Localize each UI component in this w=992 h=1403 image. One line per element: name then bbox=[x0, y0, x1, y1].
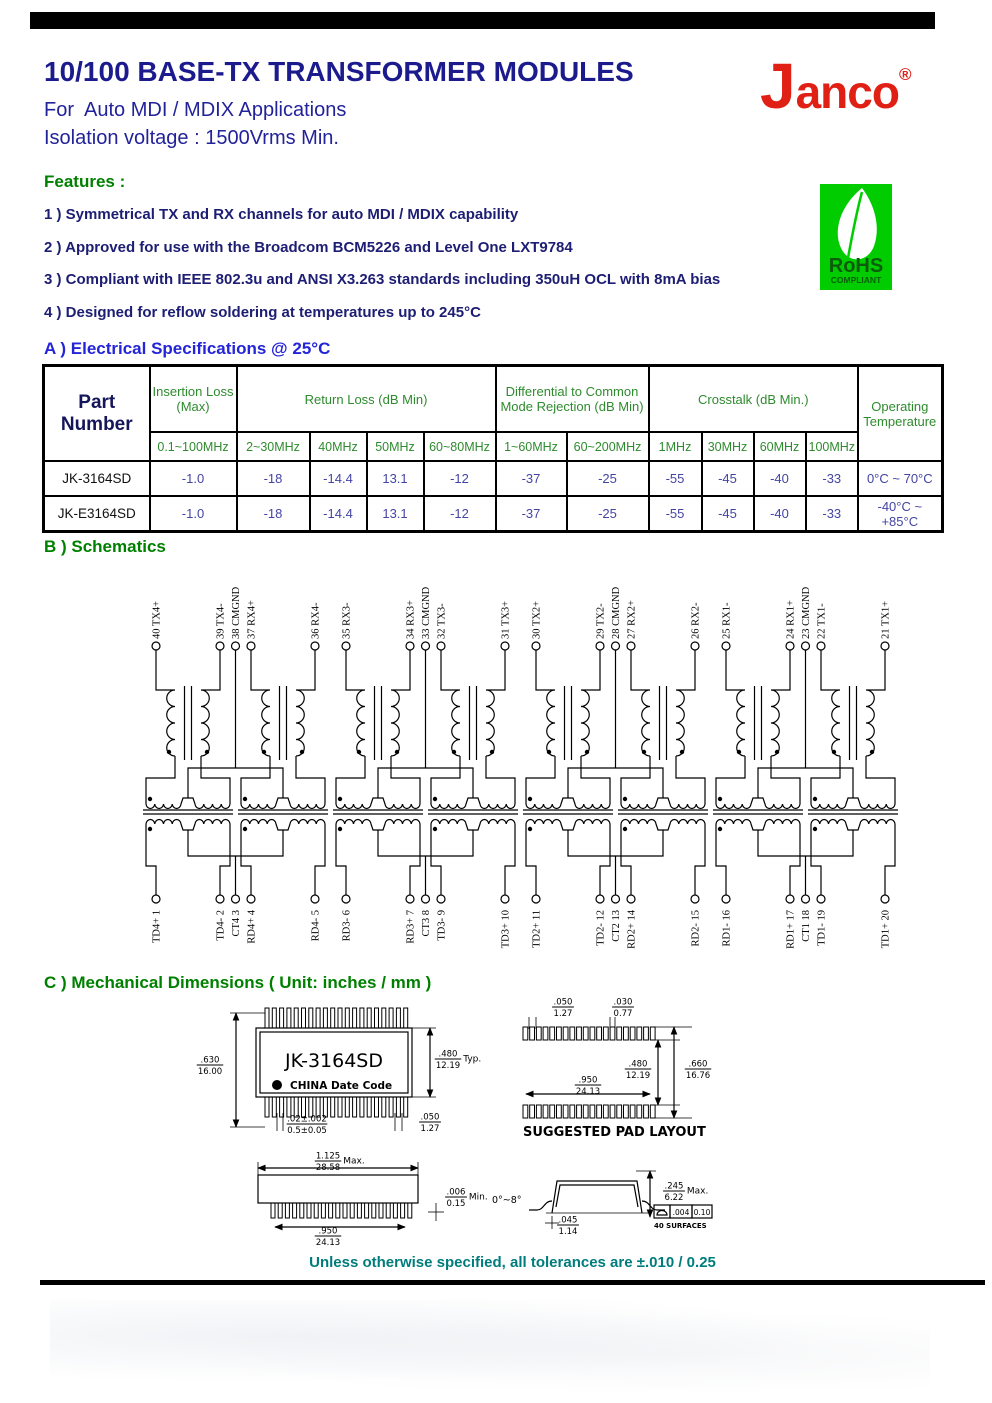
lead-angle-label: 0°~8° bbox=[492, 1195, 522, 1206]
dim-pad-width bbox=[612, 998, 634, 1020]
subcol-xt-2: 30MHz bbox=[702, 432, 754, 461]
svg-text:16.00: 16.00 bbox=[197, 1067, 223, 1077]
value-cell: -14.4 bbox=[310, 461, 367, 496]
svg-text:6.22: 6.22 bbox=[664, 1193, 684, 1203]
group-return-loss: Return Loss (dB Min) bbox=[237, 366, 496, 433]
section-b-heading: B ) Schematics bbox=[44, 537, 166, 556]
svg-text:RD1+ 17: RD1+ 17 bbox=[785, 910, 797, 949]
svg-text:31 TX3+: 31 TX3+ bbox=[500, 600, 512, 639]
svg-text:.630: .630 bbox=[200, 1055, 220, 1066]
group-cmr: Differential to Common Mode Rejection (dB Min) bbox=[496, 366, 649, 433]
svg-text:27 RX2+: 27 RX2+ bbox=[626, 600, 638, 639]
value-cell: -37 bbox=[496, 461, 567, 496]
value-cell: -55 bbox=[649, 461, 702, 496]
svg-text:TD3+ 10: TD3+ 10 bbox=[500, 910, 512, 949]
surfaces-label: 40 SURFACES bbox=[654, 1222, 707, 1230]
svg-text:.050: .050 bbox=[420, 1112, 440, 1123]
svg-text:CT3 8: CT3 8 bbox=[421, 910, 432, 937]
svg-text:RD4+ 4: RD4+ 4 bbox=[246, 910, 258, 944]
schematic-diagram bbox=[40, 558, 952, 970]
svg-text:RD3+ 7: RD3+ 7 bbox=[405, 910, 417, 944]
subcol-xt-1: 1MHz bbox=[649, 432, 702, 461]
svg-text:1.27: 1.27 bbox=[420, 1124, 440, 1134]
svg-text:TD1+ 20: TD1+ 20 bbox=[880, 910, 892, 949]
value-cell: 13.1 bbox=[367, 461, 424, 496]
feature-item-3: 3 ) Compliant with IEEE 802.3u and ANSI X3.263 standards including 350uH OCL with 8mA bias bbox=[44, 271, 721, 288]
dim-foot-length bbox=[557, 1216, 579, 1238]
svg-text:35 RX3-: 35 RX3- bbox=[341, 602, 353, 639]
schematic-drawing bbox=[143, 586, 898, 949]
svg-text:TD4+ 1: TD4+ 1 bbox=[151, 910, 163, 944]
part-number-cell: JK-3164SD bbox=[44, 461, 150, 496]
value-cell: -18 bbox=[237, 496, 310, 532]
svg-text:TD2+ 11: TD2+ 11 bbox=[531, 910, 543, 948]
svg-text:TD2- 12: TD2- 12 bbox=[595, 910, 607, 946]
pad-row-bottom bbox=[523, 1105, 655, 1118]
svg-text:24 RX1+: 24 RX1+ bbox=[785, 600, 797, 639]
svg-text:TD1- 19: TD1- 19 bbox=[816, 910, 828, 946]
subtitle-isolation: Isolation voltage : 1500Vrms Min. bbox=[44, 127, 339, 149]
svg-text:25 RX1-: 25 RX1- bbox=[721, 602, 733, 639]
value-cell: -40 bbox=[754, 496, 806, 532]
package-pins-top bbox=[265, 1008, 408, 1028]
svg-text:CT2 13: CT2 13 bbox=[611, 910, 622, 942]
feature-item-1: 1 ) Symmetrical TX and RX channels for auto MDI / MDIX capability bbox=[44, 206, 519, 223]
scan-smudge bbox=[50, 1300, 930, 1390]
svg-text:Typ.: Typ. bbox=[463, 1054, 482, 1065]
janco-logo bbox=[760, 50, 912, 122]
dim-body-height bbox=[435, 1050, 482, 1072]
value-cell: -1.0 bbox=[150, 496, 237, 532]
svg-text:.050: .050 bbox=[553, 997, 573, 1008]
svg-text:39 TX4-: 39 TX4- bbox=[215, 603, 227, 639]
package-part-label: JK-3164SD bbox=[285, 1050, 383, 1072]
svg-text:.006: .006 bbox=[446, 1187, 466, 1198]
dim-pad-span-outer bbox=[685, 1060, 712, 1082]
svg-text:37 RX4+: 37 RX4+ bbox=[246, 600, 258, 639]
section-a-heading: A ) Electrical Specifications @ 25°C bbox=[44, 339, 331, 358]
col-header-part-number: Part Number bbox=[44, 366, 150, 462]
group-crosstalk: Crosstalk (dB Min.) bbox=[649, 366, 859, 433]
dim-overall-length bbox=[315, 1152, 365, 1174]
subcol-rl-3: 50MHz bbox=[367, 432, 424, 461]
table-row bbox=[44, 461, 943, 496]
svg-text:.660: .660 bbox=[688, 1059, 708, 1070]
value-cell: -25 bbox=[567, 461, 649, 496]
pad-layout-label: SUGGESTED PAD LAYOUT bbox=[523, 1125, 706, 1140]
temp-cell: 0°C ~ 70°C bbox=[858, 461, 942, 496]
flatness-icon bbox=[657, 1211, 667, 1216]
svg-text:1.125: 1.125 bbox=[315, 1151, 341, 1162]
table-row bbox=[44, 496, 943, 532]
svg-text:40 TX4+: 40 TX4+ bbox=[151, 600, 163, 639]
svg-text:21 TX1+: 21 TX1+ bbox=[880, 600, 892, 639]
svg-text:32 TX3-: 32 TX3- bbox=[436, 603, 448, 639]
subcol-rl-2: 40MHz bbox=[310, 432, 367, 461]
bottom-black-bar bbox=[40, 1280, 985, 1285]
svg-text:1.14: 1.14 bbox=[558, 1227, 578, 1237]
svg-text:1.27: 1.27 bbox=[553, 1009, 573, 1019]
package-side-view bbox=[258, 1162, 444, 1227]
svg-text:.950: .950 bbox=[578, 1075, 598, 1086]
svg-text:RD2- 15: RD2- 15 bbox=[690, 910, 702, 947]
tolerance-note: Unless otherwise specified, all tolerances are ±.010 / 0.25 bbox=[309, 1254, 716, 1271]
svg-text:29 TX2-: 29 TX2- bbox=[595, 603, 607, 639]
svg-text:24.13: 24.13 bbox=[315, 1238, 341, 1248]
dim-body-width bbox=[197, 1056, 224, 1078]
subcol-cmr-1: 1~60MHz bbox=[496, 432, 567, 461]
value-cell: -55 bbox=[649, 496, 702, 532]
value-cell: -45 bbox=[702, 496, 754, 532]
svg-text:12.19: 12.19 bbox=[435, 1061, 461, 1071]
value-cell: -33 bbox=[806, 461, 859, 496]
dim-lead-width bbox=[287, 1115, 328, 1137]
svg-text:Min.: Min. bbox=[468, 1192, 488, 1203]
value-cell: -14.4 bbox=[310, 496, 367, 532]
rohs-compliant-text: COMPLIANT bbox=[830, 275, 882, 285]
value-cell: -18 bbox=[237, 461, 310, 496]
value-cell: -37 bbox=[496, 496, 567, 532]
rohs-compliant-badge bbox=[820, 184, 892, 290]
package-origin-label: CHINA Date Code bbox=[290, 1080, 393, 1092]
svg-text:.480: .480 bbox=[628, 1059, 648, 1070]
svg-text:0.15: 0.15 bbox=[446, 1199, 466, 1209]
rohs-text: RoHS bbox=[828, 255, 884, 277]
svg-text:.02±.002: .02±.002 bbox=[287, 1114, 327, 1125]
svg-text:TD3- 9: TD3- 9 bbox=[436, 910, 448, 941]
svg-text:CT1 18: CT1 18 bbox=[801, 910, 812, 942]
pin1-dot bbox=[272, 1080, 282, 1090]
value-cell: -45 bbox=[702, 461, 754, 496]
dim-lead-pitch bbox=[419, 1113, 441, 1135]
subcol-il-freq: 0.1~100MHz bbox=[150, 432, 237, 461]
svg-text:.950: .950 bbox=[318, 1226, 338, 1237]
subcol-cmr-2: 60~200MHz bbox=[567, 432, 649, 461]
flatness-mm-value: 0.10 bbox=[693, 1208, 711, 1217]
svg-text:33 CMGND: 33 CMGND bbox=[421, 586, 432, 639]
group-insertion-loss: Insertion Loss (Max) bbox=[150, 366, 237, 433]
section-c-heading: C ) Mechanical Dimensions ( Unit: inches / mm ) bbox=[44, 973, 432, 992]
dim-lead-row-span bbox=[315, 1227, 342, 1249]
top-black-bar bbox=[30, 12, 935, 29]
pad-row-top bbox=[523, 1027, 655, 1040]
value-cell: -12 bbox=[424, 461, 496, 496]
feature-item-2: 2 ) Approved for use with the Broadcom BCM5226 and Level One LXT9784 bbox=[44, 239, 573, 256]
dim-standoff bbox=[445, 1188, 488, 1210]
dim-pad-span-inner bbox=[625, 1060, 652, 1082]
svg-text:0.77: 0.77 bbox=[613, 1009, 633, 1019]
group-operating-temperature: Operating Temperature bbox=[858, 366, 942, 462]
value-cell: 13.1 bbox=[367, 496, 424, 532]
feature-item-4: 4 ) Designed for reflow soldering at temperatures up to 245°C bbox=[44, 304, 481, 321]
svg-text:Max.: Max. bbox=[686, 1186, 709, 1197]
svg-text:RD3- 6: RD3- 6 bbox=[341, 910, 353, 942]
page-title: 10/100 BASE-TX TRANSFORMER MODULES bbox=[44, 56, 634, 87]
subcol-rl-4: 60~80MHz bbox=[424, 432, 496, 461]
registered-mark: ® bbox=[898, 65, 912, 84]
svg-text:.245: .245 bbox=[664, 1181, 684, 1192]
svg-text:TD4- 2: TD4- 2 bbox=[215, 910, 227, 941]
svg-text:28 CMGND: 28 CMGND bbox=[611, 586, 622, 639]
svg-text:36 RX4-: 36 RX4- bbox=[310, 602, 322, 639]
svg-text:RD1- 16: RD1- 16 bbox=[721, 910, 733, 947]
svg-text:CT4 3: CT4 3 bbox=[231, 910, 242, 937]
side-view-leads bbox=[271, 1203, 412, 1218]
value-cell: -40 bbox=[754, 461, 806, 496]
dim-pad-pitch bbox=[552, 998, 574, 1020]
dim-pad-row-width bbox=[575, 1076, 602, 1098]
temp-cell: -40°C ~ +85°C bbox=[858, 496, 942, 532]
svg-text:12.19: 12.19 bbox=[625, 1071, 651, 1081]
package-end-view bbox=[529, 1171, 712, 1229]
value-cell: -25 bbox=[567, 496, 649, 532]
value-cell: -33 bbox=[806, 496, 859, 532]
flatness-inch-value: .004 bbox=[672, 1208, 690, 1217]
svg-text:24.13: 24.13 bbox=[575, 1087, 601, 1097]
svg-text:22 TX1-: 22 TX1- bbox=[816, 603, 828, 639]
svg-text:34 RX3+: 34 RX3+ bbox=[405, 600, 417, 639]
svg-text:.480: .480 bbox=[438, 1049, 458, 1060]
spec-table bbox=[42, 364, 944, 533]
svg-text:23 CMGND: 23 CMGND bbox=[801, 586, 812, 639]
dim-height bbox=[663, 1182, 708, 1204]
svg-text:30 TX2+: 30 TX2+ bbox=[531, 600, 543, 639]
svg-text:38 CMGND: 38 CMGND bbox=[231, 586, 242, 639]
value-cell: -1.0 bbox=[150, 461, 237, 496]
svg-text:28.58: 28.58 bbox=[315, 1163, 341, 1173]
mechanical-dimensions-drawing bbox=[40, 995, 952, 1253]
subcol-xt-4: 100MHz bbox=[806, 432, 859, 461]
pad-layout-view bbox=[523, 1017, 692, 1118]
subcol-xt-3: 60MHz bbox=[754, 432, 806, 461]
svg-text:26 RX2-: 26 RX2- bbox=[690, 602, 702, 639]
svg-text:0.5±0.05: 0.5±0.05 bbox=[287, 1126, 327, 1136]
svg-text:Max.: Max. bbox=[343, 1156, 365, 1167]
logo-text: anco bbox=[795, 66, 899, 118]
svg-text:RD2+ 14: RD2+ 14 bbox=[626, 910, 638, 949]
subtitle-applications: For Auto MDI / MDIX Applications bbox=[44, 99, 347, 121]
svg-text:.045: .045 bbox=[558, 1215, 578, 1226]
subcol-rl-1: 2~30MHz bbox=[237, 432, 310, 461]
logo-letter-j: J bbox=[760, 50, 796, 122]
value-cell: -12 bbox=[424, 496, 496, 532]
features-heading: Features : bbox=[44, 172, 126, 191]
svg-text:RD4- 5: RD4- 5 bbox=[310, 910, 322, 942]
svg-text:.030: .030 bbox=[613, 997, 633, 1008]
svg-text:16.76: 16.76 bbox=[685, 1071, 711, 1081]
part-number-cell: JK-E3164SD bbox=[44, 496, 150, 532]
